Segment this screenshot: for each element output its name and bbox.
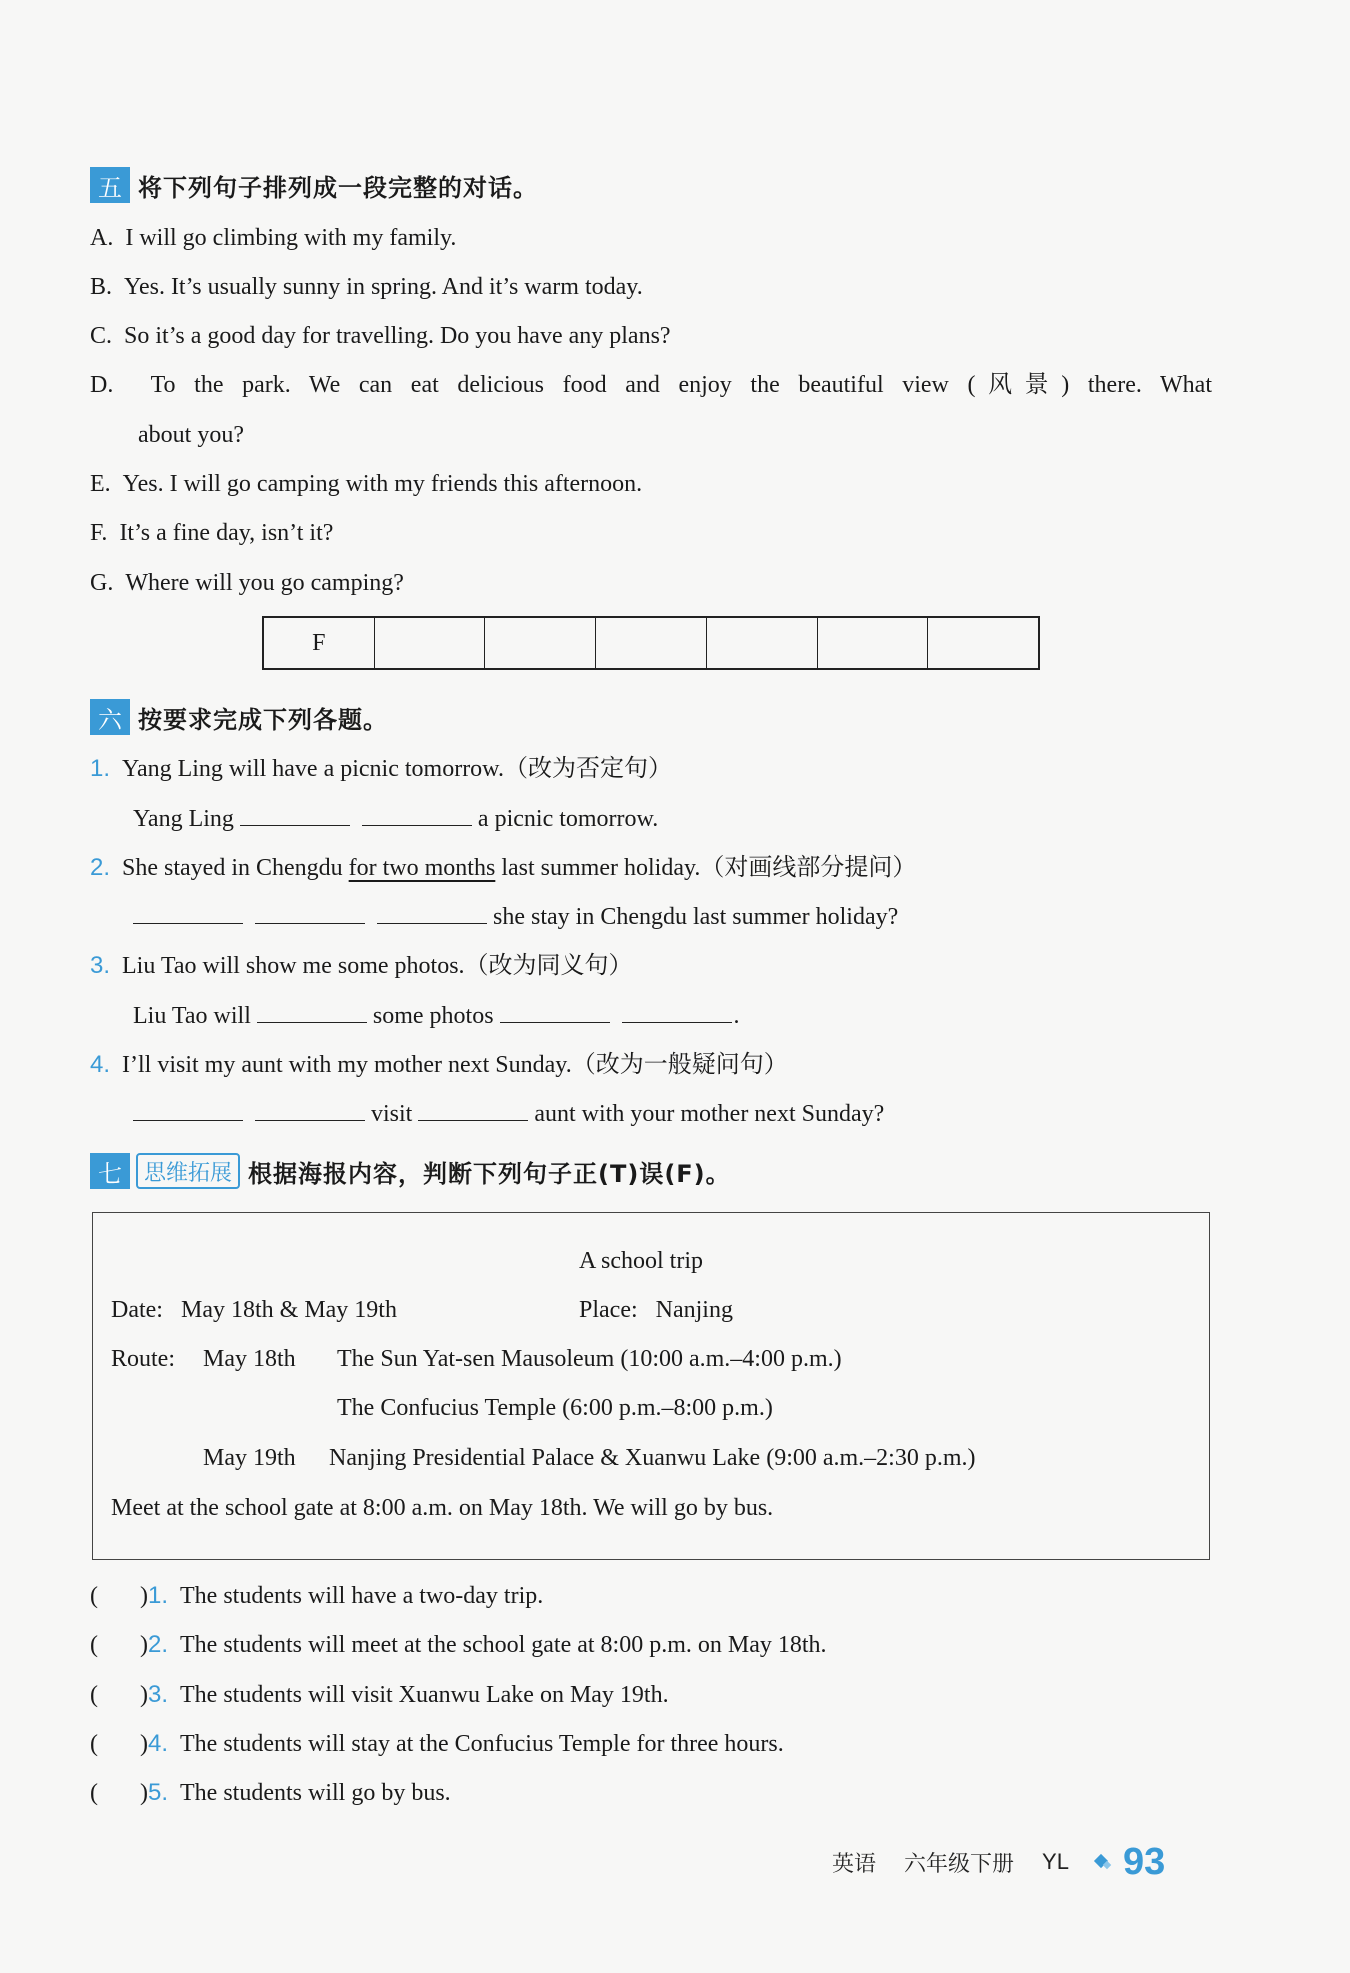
blank[interactable] bbox=[377, 903, 487, 924]
answer-line-4 bbox=[133, 1099, 884, 1129]
poster-day1-item1: The Sun Yat-sen Mausoleum (10:00 a.m.–4:00 p.m.) bbox=[337, 1346, 842, 1372]
option-label: D. bbox=[90, 372, 114, 398]
blank[interactable] bbox=[257, 1002, 367, 1023]
blank[interactable] bbox=[240, 805, 350, 826]
option-a bbox=[90, 223, 456, 253]
footer-grade: 六年级下册 bbox=[904, 1851, 1015, 1877]
poster-day1-item2: The Confucius Temple (6:00 p.m.–8:00 p.m.) bbox=[337, 1395, 773, 1421]
judgement-text: The students will visit Xuanwu Lake on May 19th. bbox=[180, 1682, 669, 1708]
answer-bracket[interactable]: ( ) bbox=[90, 1632, 148, 1658]
section-5-title: 将下列句子排列成一段完整的对话。 bbox=[138, 173, 538, 202]
answer-prefix: Liu Tao will bbox=[133, 1003, 251, 1029]
answer-cell-3[interactable] bbox=[485, 618, 596, 668]
underlined-phrase: for two months bbox=[348, 855, 496, 881]
poster-day1: May 18th bbox=[203, 1346, 296, 1372]
judgement-text: The students will go by bus. bbox=[180, 1780, 451, 1806]
question-number: 3. bbox=[90, 952, 111, 979]
option-g bbox=[90, 568, 404, 598]
option-d bbox=[90, 370, 1212, 400]
option-c bbox=[90, 321, 671, 351]
judgement-text: The students will meet at the school gate at 8:00 p.m. on May 18th. bbox=[180, 1632, 827, 1658]
poster-day2-item1: Nanjing Presidential Palace & Xuanwu Lake (9:00 a.m.–2:30 p.m.) bbox=[329, 1445, 976, 1471]
blank[interactable] bbox=[622, 1002, 732, 1023]
section-6-heading bbox=[90, 697, 388, 737]
question-text: Liu Tao will show me some photos.（改为同义句） bbox=[122, 953, 633, 979]
blank[interactable] bbox=[255, 1100, 365, 1121]
question-1 bbox=[90, 754, 672, 784]
option-label: A. bbox=[90, 225, 114, 251]
question-number: 4. bbox=[90, 1051, 111, 1078]
question-2 bbox=[90, 853, 916, 883]
blank[interactable] bbox=[133, 903, 243, 924]
poster-route-label: Route: bbox=[111, 1346, 175, 1372]
footer-edition: YL bbox=[1042, 1849, 1069, 1874]
poster-title: A school trip bbox=[579, 1248, 703, 1274]
poster-meet-info: Meet at the school gate at 8:00 a.m. on May 18th. We will go by bus. bbox=[111, 1495, 774, 1521]
answer-suffix: a picnic tomorrow. bbox=[477, 806, 659, 832]
blank[interactable] bbox=[133, 1100, 243, 1121]
section-7-number: 七 bbox=[90, 1153, 130, 1189]
place-label: Place: bbox=[579, 1297, 638, 1323]
option-text: I will go climbing with my family. bbox=[125, 225, 457, 251]
blank[interactable] bbox=[418, 1100, 528, 1121]
answer-cell-2[interactable] bbox=[375, 618, 486, 668]
poster-place bbox=[579, 1295, 733, 1325]
date-value: May 18th & May 19th bbox=[180, 1297, 397, 1323]
section-6-title: 按要求完成下列各题。 bbox=[138, 705, 388, 734]
section-7-heading bbox=[90, 1151, 731, 1191]
page-number: 93 bbox=[1122, 1840, 1166, 1883]
answer-line-1 bbox=[133, 804, 658, 834]
poster-day2: May 19th bbox=[203, 1445, 296, 1471]
answer-line-2 bbox=[133, 902, 898, 932]
answer-bracket[interactable]: ( ) bbox=[90, 1682, 148, 1708]
judgement-number: 2. bbox=[147, 1631, 168, 1658]
place-value: Nanjing bbox=[655, 1297, 733, 1323]
question-text: She stayed in Chengdu bbox=[122, 855, 343, 881]
page-footer bbox=[832, 1840, 1165, 1884]
option-text: To the park. We can eat delicious food and enjoy the beautiful view (风景) there. What bbox=[150, 372, 1212, 398]
judgement-number: 4. bbox=[147, 1730, 168, 1757]
option-label: F. bbox=[90, 520, 108, 546]
answer-line-3 bbox=[133, 1001, 740, 1031]
option-b bbox=[90, 272, 643, 302]
footer-subject: 英语 bbox=[832, 1851, 877, 1877]
question-4 bbox=[90, 1050, 788, 1080]
date-label: Date: bbox=[111, 1297, 163, 1323]
option-label: C. bbox=[90, 323, 113, 349]
option-e bbox=[90, 469, 642, 499]
option-text: So it’s a good day for travelling. Do you have any plans? bbox=[124, 323, 671, 349]
answer-suffix: she stay in Chengdu last summer holiday? bbox=[493, 904, 899, 930]
judgement-2 bbox=[90, 1630, 827, 1660]
judgement-number: 3. bbox=[147, 1681, 168, 1708]
option-text: Yes. It’s usually sunny in spring. And it’s warm today. bbox=[124, 274, 643, 300]
judgement-text: The students will stay at the Confucius Temple for three hours. bbox=[180, 1731, 784, 1757]
option-label: B. bbox=[90, 274, 113, 300]
question-text: last summer holiday.（对画线部分提问） bbox=[501, 855, 917, 881]
question-number: 1. bbox=[90, 755, 111, 782]
answer-cell-7[interactable] bbox=[928, 618, 1038, 668]
judgement-5 bbox=[90, 1778, 451, 1808]
judgement-number: 1. bbox=[147, 1582, 168, 1609]
judgement-1 bbox=[90, 1581, 543, 1611]
option-text: Yes. I will go camping with my friends this afternoon. bbox=[122, 471, 643, 497]
poster-date bbox=[111, 1295, 397, 1325]
answer-cell-1[interactable]: F bbox=[264, 618, 375, 668]
answer-bracket[interactable]: ( ) bbox=[90, 1731, 148, 1757]
answer-prefix: Yang Ling bbox=[133, 806, 234, 832]
answer-middle: some photos bbox=[372, 1003, 494, 1029]
section-5-number: 五 bbox=[90, 167, 130, 203]
thinking-extension-badge: 思维拓展 bbox=[136, 1153, 240, 1189]
answer-cell-6[interactable] bbox=[818, 618, 929, 668]
section-5-heading bbox=[90, 165, 538, 205]
question-3 bbox=[90, 951, 633, 981]
trip-poster bbox=[92, 1212, 1210, 1560]
diamond-icon bbox=[1091, 1851, 1113, 1873]
section-6-number: 六 bbox=[90, 699, 130, 735]
option-label: E. bbox=[90, 471, 111, 497]
question-number: 2. bbox=[90, 854, 111, 881]
option-label: G. bbox=[90, 570, 114, 596]
option-text: Where will you go camping? bbox=[125, 570, 404, 596]
blank[interactable] bbox=[255, 903, 365, 924]
answer-bracket[interactable]: ( ) bbox=[90, 1583, 148, 1609]
answer-order-table bbox=[262, 616, 1040, 670]
answer-middle: visit bbox=[371, 1101, 413, 1127]
judgement-text: The students will have a two-day trip. bbox=[180, 1583, 544, 1609]
judgement-4 bbox=[90, 1729, 784, 1759]
answer-suffix: . bbox=[733, 1003, 740, 1029]
answer-bracket[interactable]: ( ) bbox=[90, 1780, 148, 1806]
option-d-continued: about you? bbox=[138, 422, 244, 448]
question-text: I’ll visit my aunt with my mother next Sunday.（改为一般疑问句） bbox=[122, 1052, 788, 1078]
answer-cell-4[interactable] bbox=[596, 618, 707, 668]
blank[interactable] bbox=[500, 1002, 610, 1023]
answer-suffix: aunt with your mother next Sunday? bbox=[534, 1101, 885, 1127]
judgement-number: 5. bbox=[147, 1779, 168, 1806]
judgement-3 bbox=[90, 1680, 669, 1710]
answer-cell-5[interactable] bbox=[707, 618, 818, 668]
blank[interactable] bbox=[362, 805, 472, 826]
option-f bbox=[90, 518, 333, 548]
option-text: It’s a fine day, isn’t it? bbox=[119, 520, 334, 546]
question-text: Yang Ling will have a picnic tomorrow.（改为否定句） bbox=[122, 756, 672, 782]
section-7-title: 根据海报内容，判断下列句子正(T)误(F)。 bbox=[248, 1159, 731, 1188]
